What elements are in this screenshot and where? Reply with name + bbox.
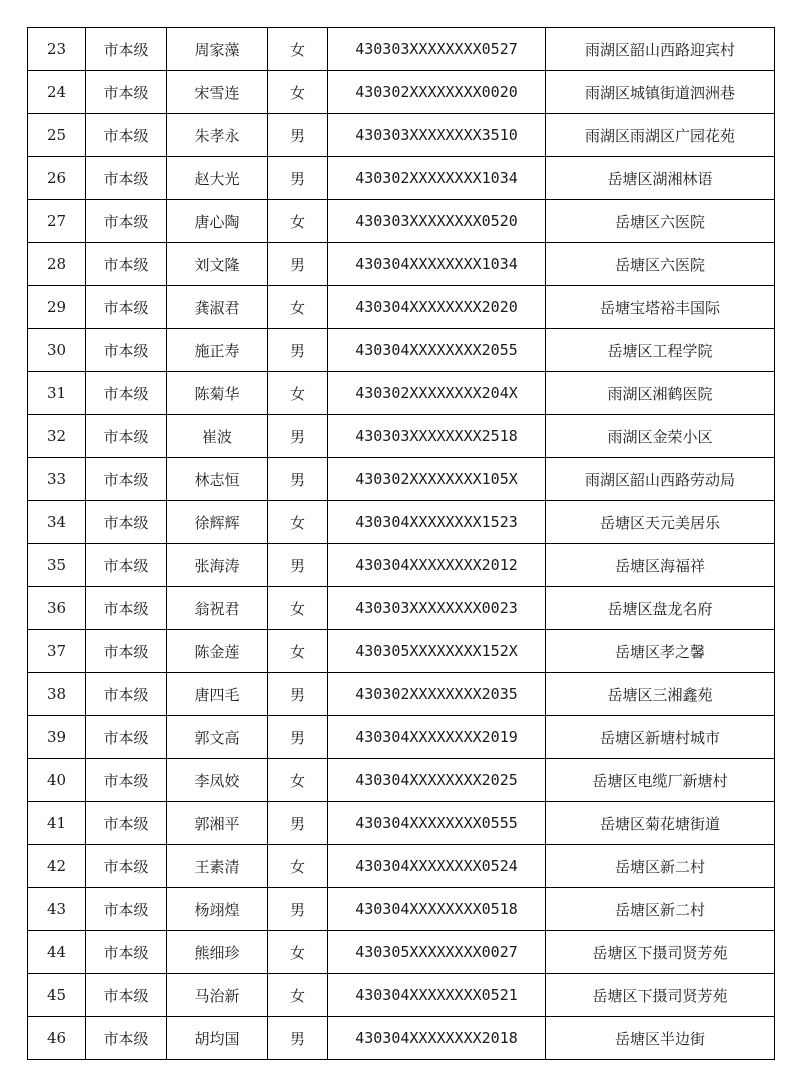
- gender-cell: 男: [268, 243, 328, 286]
- address-cell: 雨湖区韶山西路劳动局: [546, 458, 775, 501]
- gender-cell: 女: [268, 931, 328, 974]
- level-cell: 市本级: [86, 759, 167, 802]
- address-cell: 岳塘区湖湘林语: [546, 157, 775, 200]
- gender-cell: 女: [268, 372, 328, 415]
- name-cell: 马治新: [167, 974, 268, 1017]
- gender-cell: 男: [268, 716, 328, 759]
- name-cell: 唐四毛: [167, 673, 268, 716]
- gender-cell: 女: [268, 286, 328, 329]
- level-cell: 市本级: [86, 372, 167, 415]
- row-number-cell: 39: [28, 716, 86, 759]
- level-cell: 市本级: [86, 458, 167, 501]
- gender-cell: 男: [268, 802, 328, 845]
- address-cell: 岳塘区半边街: [546, 1017, 775, 1060]
- gender-cell: 男: [268, 458, 328, 501]
- id-number-cell: 430304XXXXXXXX2020: [328, 286, 546, 329]
- table-row: [28, 1017, 775, 1060]
- address-cell: 雨湖区城镇街道泗洲巷: [546, 71, 775, 114]
- level-cell: 市本级: [86, 28, 167, 71]
- id-number-cell: 430302XXXXXXXX1034: [328, 157, 546, 200]
- table-row: [28, 673, 775, 716]
- row-number-cell: 29: [28, 286, 86, 329]
- address-cell: 雨湖区雨湖区广园花苑: [546, 114, 775, 157]
- table-row: [28, 974, 775, 1017]
- address-cell: 岳塘区工程学院: [546, 329, 775, 372]
- gender-cell: 男: [268, 157, 328, 200]
- id-number-cell: 430302XXXXXXXX2035: [328, 673, 546, 716]
- table-row: [28, 501, 775, 544]
- row-number-cell: 33: [28, 458, 86, 501]
- table-row: [28, 71, 775, 114]
- table-row: [28, 372, 775, 415]
- address-cell: 岳塘区盘龙名府: [546, 587, 775, 630]
- table-row: [28, 157, 775, 200]
- row-number-cell: 44: [28, 931, 86, 974]
- id-number-cell: 430305XXXXXXXX152X: [328, 630, 546, 673]
- gender-cell: 男: [268, 114, 328, 157]
- gender-cell: 男: [268, 673, 328, 716]
- address-cell: 岳塘区菊花塘街道: [546, 802, 775, 845]
- name-cell: 唐心陶: [167, 200, 268, 243]
- address-cell: 岳塘区下摄司贤芳苑: [546, 931, 775, 974]
- name-cell: 陈菊华: [167, 372, 268, 415]
- level-cell: 市本级: [86, 888, 167, 931]
- gender-cell: 男: [268, 544, 328, 587]
- name-cell: 施正寿: [167, 329, 268, 372]
- id-number-cell: 430303XXXXXXXX2518: [328, 415, 546, 458]
- address-cell: 岳塘区三湘鑫苑: [546, 673, 775, 716]
- level-cell: 市本级: [86, 415, 167, 458]
- id-number-cell: 430303XXXXXXXX0520: [328, 200, 546, 243]
- level-cell: 市本级: [86, 587, 167, 630]
- name-cell: 李凤姣: [167, 759, 268, 802]
- row-number-cell: 43: [28, 888, 86, 931]
- name-cell: 宋雪连: [167, 71, 268, 114]
- row-number-cell: 23: [28, 28, 86, 71]
- address-cell: 雨湖区湘鹤医院: [546, 372, 775, 415]
- name-cell: 翁祝君: [167, 587, 268, 630]
- level-cell: 市本级: [86, 200, 167, 243]
- level-cell: 市本级: [86, 114, 167, 157]
- id-number-cell: 430304XXXXXXXX0521: [328, 974, 546, 1017]
- table-row: [28, 931, 775, 974]
- row-number-cell: 41: [28, 802, 86, 845]
- level-cell: 市本级: [86, 544, 167, 587]
- level-cell: 市本级: [86, 243, 167, 286]
- name-cell: 张海涛: [167, 544, 268, 587]
- row-number-cell: 38: [28, 673, 86, 716]
- id-number-cell: 430304XXXXXXXX2055: [328, 329, 546, 372]
- row-number-cell: 27: [28, 200, 86, 243]
- table-row: [28, 286, 775, 329]
- table-row: [28, 587, 775, 630]
- gender-cell: 女: [268, 28, 328, 71]
- gender-cell: 女: [268, 200, 328, 243]
- row-number-cell: 40: [28, 759, 86, 802]
- address-cell: 岳塘区海福祥: [546, 544, 775, 587]
- table-row: [28, 544, 775, 587]
- table-row: [28, 200, 775, 243]
- address-cell: 岳塘区六医院: [546, 243, 775, 286]
- name-cell: 崔波: [167, 415, 268, 458]
- id-number-cell: 430303XXXXXXXX0023: [328, 587, 546, 630]
- row-number-cell: 34: [28, 501, 86, 544]
- roster-table: [27, 27, 775, 1060]
- row-number-cell: 37: [28, 630, 86, 673]
- row-number-cell: 36: [28, 587, 86, 630]
- level-cell: 市本级: [86, 286, 167, 329]
- level-cell: 市本级: [86, 329, 167, 372]
- row-number-cell: 30: [28, 329, 86, 372]
- name-cell: 杨翊煌: [167, 888, 268, 931]
- gender-cell: 男: [268, 1017, 328, 1060]
- name-cell: 陈金莲: [167, 630, 268, 673]
- row-number-cell: 28: [28, 243, 86, 286]
- address-cell: 雨湖区韶山西路迎宾村: [546, 28, 775, 71]
- level-cell: 市本级: [86, 845, 167, 888]
- row-number-cell: 35: [28, 544, 86, 587]
- id-number-cell: 430304XXXXXXXX2018: [328, 1017, 546, 1060]
- table-row: [28, 28, 775, 71]
- row-number-cell: 32: [28, 415, 86, 458]
- id-number-cell: 430302XXXXXXXX204X: [328, 372, 546, 415]
- name-cell: 赵大光: [167, 157, 268, 200]
- id-number-cell: 430304XXXXXXXX0524: [328, 845, 546, 888]
- id-number-cell: 430303XXXXXXXX3510: [328, 114, 546, 157]
- address-cell: 岳塘区新二村: [546, 888, 775, 931]
- id-number-cell: 430305XXXXXXXX0027: [328, 931, 546, 974]
- address-cell: 岳塘宝塔裕丰国际: [546, 286, 775, 329]
- row-number-cell: 42: [28, 845, 86, 888]
- level-cell: 市本级: [86, 716, 167, 759]
- gender-cell: 男: [268, 415, 328, 458]
- row-number-cell: 46: [28, 1017, 86, 1060]
- gender-cell: 女: [268, 587, 328, 630]
- gender-cell: 女: [268, 759, 328, 802]
- address-cell: 岳塘区电缆厂新塘村: [546, 759, 775, 802]
- name-cell: 郭文高: [167, 716, 268, 759]
- gender-cell: 女: [268, 974, 328, 1017]
- level-cell: 市本级: [86, 673, 167, 716]
- gender-cell: 女: [268, 71, 328, 114]
- table-row: [28, 888, 775, 931]
- table-row: [28, 759, 775, 802]
- address-cell: 岳塘区下摄司贤芳苑: [546, 974, 775, 1017]
- level-cell: 市本级: [86, 931, 167, 974]
- id-number-cell: 430304XXXXXXXX0518: [328, 888, 546, 931]
- name-cell: 郭湘平: [167, 802, 268, 845]
- address-cell: 岳塘区新塘村城市: [546, 716, 775, 759]
- address-cell: 岳塘区孝之馨: [546, 630, 775, 673]
- address-cell: 岳塘区新二村: [546, 845, 775, 888]
- row-number-cell: 25: [28, 114, 86, 157]
- table-row: [28, 716, 775, 759]
- row-number-cell: 45: [28, 974, 86, 1017]
- table-row: [28, 630, 775, 673]
- level-cell: 市本级: [86, 974, 167, 1017]
- table-row: [28, 243, 775, 286]
- id-number-cell: 430302XXXXXXXX0020: [328, 71, 546, 114]
- row-number-cell: 24: [28, 71, 86, 114]
- id-number-cell: 430303XXXXXXXX0527: [328, 28, 546, 71]
- id-number-cell: 430302XXXXXXXX105X: [328, 458, 546, 501]
- id-number-cell: 430304XXXXXXXX1523: [328, 501, 546, 544]
- table-row: [28, 114, 775, 157]
- name-cell: 周家藻: [167, 28, 268, 71]
- id-number-cell: 430304XXXXXXXX0555: [328, 802, 546, 845]
- gender-cell: 女: [268, 630, 328, 673]
- name-cell: 胡均国: [167, 1017, 268, 1060]
- name-cell: 刘文隆: [167, 243, 268, 286]
- name-cell: 龚淑君: [167, 286, 268, 329]
- name-cell: 林志恒: [167, 458, 268, 501]
- gender-cell: 女: [268, 501, 328, 544]
- gender-cell: 男: [268, 888, 328, 931]
- level-cell: 市本级: [86, 157, 167, 200]
- id-number-cell: 430304XXXXXXXX2012: [328, 544, 546, 587]
- roster-body: [28, 28, 775, 1060]
- name-cell: 王素清: [167, 845, 268, 888]
- id-number-cell: 430304XXXXXXXX2019: [328, 716, 546, 759]
- level-cell: 市本级: [86, 71, 167, 114]
- address-cell: 雨湖区金荣小区: [546, 415, 775, 458]
- address-cell: 岳塘区六医院: [546, 200, 775, 243]
- address-cell: 岳塘区天元美居乐: [546, 501, 775, 544]
- table-row: [28, 845, 775, 888]
- row-number-cell: 31: [28, 372, 86, 415]
- gender-cell: 女: [268, 845, 328, 888]
- level-cell: 市本级: [86, 802, 167, 845]
- id-number-cell: 430304XXXXXXXX2025: [328, 759, 546, 802]
- level-cell: 市本级: [86, 630, 167, 673]
- name-cell: 朱孝永: [167, 114, 268, 157]
- name-cell: 熊细珍: [167, 931, 268, 974]
- level-cell: 市本级: [86, 1017, 167, 1060]
- id-number-cell: 430304XXXXXXXX1034: [328, 243, 546, 286]
- level-cell: 市本级: [86, 501, 167, 544]
- table-row: [28, 458, 775, 501]
- gender-cell: 男: [268, 329, 328, 372]
- table-row: [28, 329, 775, 372]
- table-row: [28, 415, 775, 458]
- table-row: [28, 802, 775, 845]
- row-number-cell: 26: [28, 157, 86, 200]
- name-cell: 徐辉辉: [167, 501, 268, 544]
